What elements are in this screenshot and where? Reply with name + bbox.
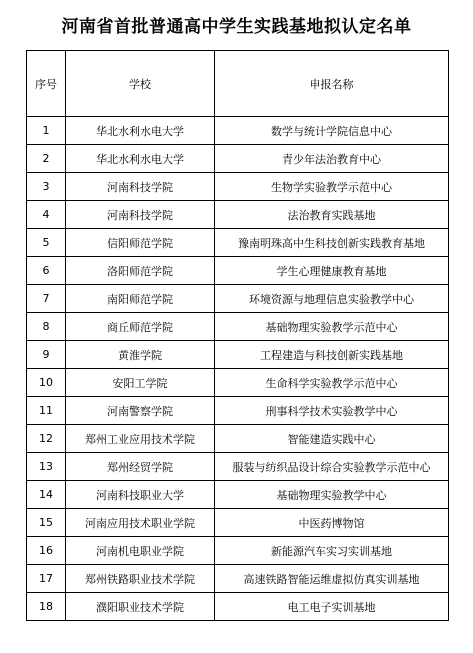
table-row — [27, 285, 449, 313]
row-application-name: 学生心理健康教育基地 — [215, 257, 449, 285]
row-application-name: 工程建造与科技创新实践基地 — [215, 341, 449, 369]
row-school: 信阳师范学院 — [66, 229, 215, 257]
table-row — [27, 201, 449, 229]
row-number: 11 — [27, 397, 66, 425]
row-application-name: 基础物理实验教学示范中心 — [215, 313, 449, 341]
row-application-name: 中医药博物馆 — [215, 509, 449, 537]
row-school: 河南警察学院 — [66, 397, 215, 425]
row-application-name: 生物学实验教学示范中心 — [215, 173, 449, 201]
header-school: 学校 — [66, 51, 215, 117]
row-school: 河南应用技术职业学院 — [66, 509, 215, 537]
table-row — [27, 257, 449, 285]
row-number: 8 — [27, 313, 66, 341]
row-number: 5 — [27, 229, 66, 257]
row-school: 南阳师范学院 — [66, 285, 215, 313]
row-application-name: 豫南明珠高中生科技创新实践教育基地 — [215, 229, 449, 257]
row-number: 4 — [27, 201, 66, 229]
row-school: 郑州经贸学院 — [66, 453, 215, 481]
row-application-name: 数学与统计学院信息中心 — [215, 117, 449, 145]
table-row — [27, 369, 449, 397]
row-application-name: 基础物理实验教学中心 — [215, 481, 449, 509]
header-number: 序号 — [27, 51, 66, 117]
row-school: 濮阳职业技术学院 — [66, 593, 215, 621]
table-row — [27, 341, 449, 369]
row-number: 13 — [27, 453, 66, 481]
row-application-name: 高速铁路智能运维虚拟仿真实训基地 — [215, 565, 449, 593]
table-row — [27, 117, 449, 145]
table-row — [27, 229, 449, 257]
table-row — [27, 145, 449, 173]
row-school: 河南科技学院 — [66, 201, 215, 229]
row-application-name: 新能源汽车实习实训基地 — [215, 537, 449, 565]
designation-table — [26, 50, 449, 621]
table-row — [27, 509, 449, 537]
row-school: 河南科技职业大学 — [66, 481, 215, 509]
row-number: 9 — [27, 341, 66, 369]
row-school: 商丘师范学院 — [66, 313, 215, 341]
row-school: 郑州工业应用技术学院 — [66, 425, 215, 453]
header-application-name: 申报名称 — [215, 51, 449, 117]
row-number: 14 — [27, 481, 66, 509]
row-application-name: 环境资源与地理信息实验教学中心 — [215, 285, 449, 313]
table-row — [27, 173, 449, 201]
table-row — [27, 593, 449, 621]
row-school: 华北水利水电大学 — [66, 117, 215, 145]
table-row — [27, 453, 449, 481]
row-number: 10 — [27, 369, 66, 397]
row-number: 1 — [27, 117, 66, 145]
table-header-row — [27, 51, 449, 117]
row-number: 15 — [27, 509, 66, 537]
row-school: 华北水利水电大学 — [66, 145, 215, 173]
row-school: 郑州铁路职业技术学院 — [66, 565, 215, 593]
row-application-name: 电工电子实训基地 — [215, 593, 449, 621]
row-number: 7 — [27, 285, 66, 313]
table-row — [27, 425, 449, 453]
row-school: 黄淮学院 — [66, 341, 215, 369]
row-number: 16 — [27, 537, 66, 565]
row-application-name: 智能建造实践中心 — [215, 425, 449, 453]
row-application-name: 青少年法治教育中心 — [215, 145, 449, 173]
table-body — [27, 117, 449, 621]
row-application-name: 法治教育实践基地 — [215, 201, 449, 229]
row-number: 2 — [27, 145, 66, 173]
document-title: 河南省首批普通高中学生实践基地拟认定名单 — [61, 17, 412, 37]
row-school: 安阳工学院 — [66, 369, 215, 397]
row-school: 河南机电职业学院 — [66, 537, 215, 565]
row-number: 17 — [27, 565, 66, 593]
table-row — [27, 397, 449, 425]
row-number: 12 — [27, 425, 66, 453]
table-row — [27, 481, 449, 509]
table-row — [27, 313, 449, 341]
row-application-name: 刑事科学技术实验教学中心 — [215, 397, 449, 425]
row-number: 18 — [27, 593, 66, 621]
row-school: 河南科技学院 — [66, 173, 215, 201]
row-number: 6 — [27, 257, 66, 285]
row-application-name: 生命科学实验教学示范中心 — [215, 369, 449, 397]
row-application-name: 服装与纺织品设计综合实验教学示范中心 — [215, 453, 449, 481]
row-number: 3 — [27, 173, 66, 201]
table-row — [27, 537, 449, 565]
row-school: 洛阳师范学院 — [66, 257, 215, 285]
table-row — [27, 565, 449, 593]
